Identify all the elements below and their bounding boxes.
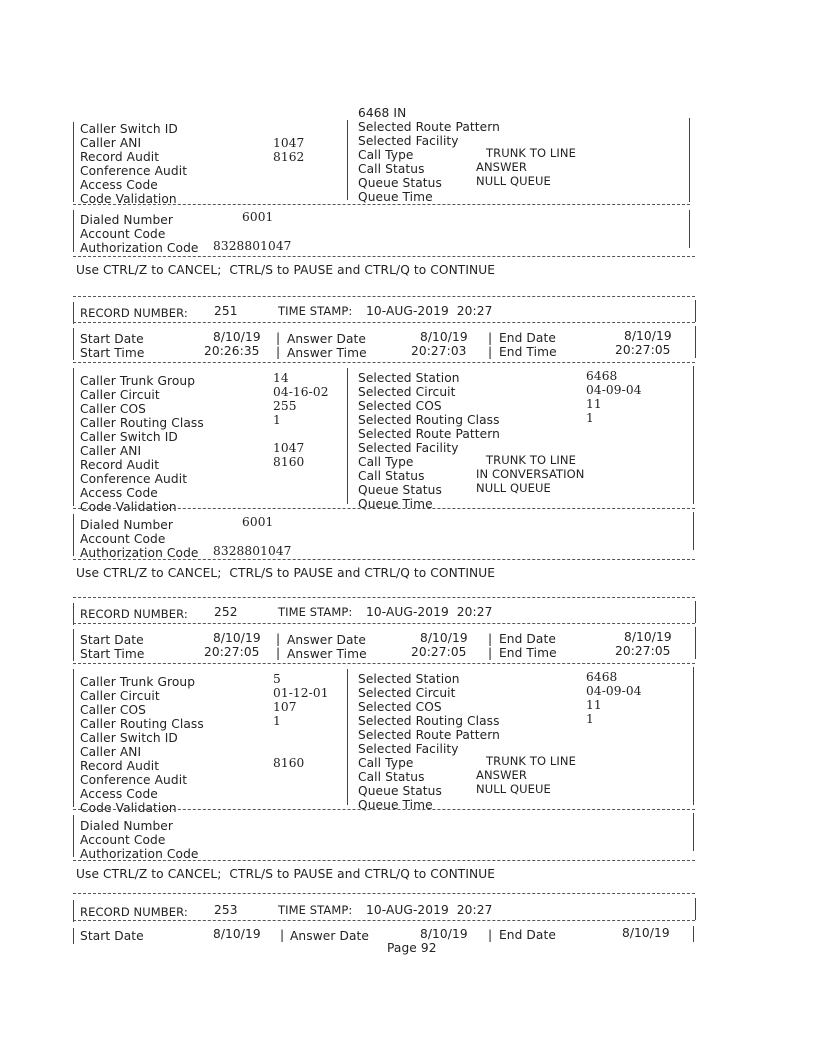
- start-date-value: 8/10/19: [213, 631, 261, 645]
- selected-field-label: Call Type: [358, 455, 414, 469]
- divider: [73, 860, 695, 861]
- left-border: [73, 669, 74, 807]
- left-border: [73, 928, 74, 944]
- caller-field-value: 01-12-01: [273, 686, 329, 700]
- selected-field-value: 1: [586, 712, 594, 726]
- caller-field-label: Caller Routing Class: [80, 717, 204, 731]
- dialed-number-value: 6001: [242, 515, 274, 529]
- caller-field-value: 8160: [273, 455, 305, 469]
- left-border: [73, 815, 74, 857]
- selected-field-label: Call Type: [358, 756, 414, 770]
- divider: [73, 623, 695, 624]
- selected-field-label: Queue Time: [358, 497, 433, 511]
- caller-field-label: Code Validation: [80, 801, 177, 815]
- start-date-label: Start Date: [80, 929, 144, 943]
- right-border: [695, 601, 696, 623]
- left-border: [73, 603, 74, 625]
- answer-date-separator: |: [276, 632, 281, 646]
- authorization-code-label: Authorization Code: [80, 241, 199, 255]
- end-date-separator: |: [488, 331, 493, 345]
- selected-field-label: Selected Route Pattern: [358, 427, 501, 441]
- divider: [73, 322, 695, 323]
- selected-field-label: Selected Routing Class: [358, 413, 500, 427]
- call-type-value: TRUNK TO LINE: [486, 146, 576, 160]
- answer-date-label: Answer Date: [290, 929, 369, 943]
- start-date-label: Start Date: [80, 332, 144, 346]
- answer-date-label: Answer Date: [287, 633, 366, 647]
- cancel-instructions: Use CTRL/Z to CANCEL; CTRL/S to PAUSE and CTRL/Q to CONTINUE: [76, 867, 496, 881]
- left-border: [73, 122, 74, 202]
- selected-field-label: Queue Status: [358, 784, 442, 798]
- divider: [73, 597, 695, 598]
- dialed-number-label: Dialed Number: [80, 213, 173, 227]
- end-time-value: 20:27:05: [615, 343, 671, 357]
- selected-field-value: NULL QUEUE: [476, 481, 551, 495]
- selected-field-value: NULL QUEUE: [476, 782, 551, 796]
- answer-time-label: Answer Time: [287, 346, 367, 360]
- answer-time-separator: |: [276, 345, 281, 359]
- selected-field-label: Selected Route Pattern: [358, 728, 501, 742]
- authorization-code-label: Authorization Code: [80, 847, 199, 861]
- caller-field-value: 5: [273, 672, 281, 686]
- start-time-label: Start Time: [80, 647, 145, 661]
- answer-time-separator: |: [276, 646, 281, 660]
- right-border: [693, 926, 694, 942]
- answer-date-separator: |: [276, 331, 281, 345]
- caller-field-label: Code Validation: [80, 500, 177, 514]
- dialed-number-value: 6001: [242, 210, 274, 224]
- selected-field-label: Selected Station: [358, 371, 460, 385]
- right-border: [693, 813, 694, 851]
- right-border: [693, 366, 694, 504]
- caller-field-label: Conference Audit: [80, 472, 188, 486]
- end-date-value: 8/10/19: [624, 329, 672, 343]
- record-audit-value: 8162: [273, 150, 305, 164]
- right-border: [695, 627, 696, 659]
- divider: [73, 893, 695, 894]
- end-date-label: End Date: [499, 928, 556, 942]
- selected-field-value: TRUNK TO LINE: [486, 754, 576, 768]
- authorization-code-value: 8328801047: [213, 239, 292, 253]
- selected-field-value: IN CONVERSATION: [476, 467, 585, 481]
- selected-field-value: 1: [586, 411, 594, 425]
- caller-field-value: 04-16-02: [273, 385, 329, 399]
- selected-field-value: 6468: [586, 369, 618, 383]
- caller-field-value: 255: [273, 399, 297, 413]
- account-code-label: Account Code: [80, 227, 166, 241]
- answer-time-label: Answer Time: [287, 647, 367, 661]
- account-code-label: Account Code: [80, 833, 166, 847]
- start-time-value: 20:26:35: [204, 344, 260, 358]
- call-status-label: Call Status: [358, 162, 425, 176]
- queue-time-label: Queue Time: [358, 190, 433, 204]
- selected-field-label: Selected Circuit: [358, 686, 456, 700]
- end-date-separator: |: [488, 632, 493, 646]
- right-border: [695, 300, 696, 322]
- answer-time-value: 20:27:05: [411, 645, 467, 659]
- access-code-label: Access Code: [80, 178, 158, 192]
- column-divider: [347, 669, 348, 805]
- caller-field-label: Record Audit: [80, 458, 160, 472]
- answer-date-label: Answer Date: [287, 332, 366, 346]
- caller-field-label: Record Audit: [80, 759, 160, 773]
- caller-field-label: Caller COS: [80, 402, 146, 416]
- end-time-label: End Time: [499, 646, 557, 660]
- selected-field-value: 04-09-04: [586, 383, 642, 397]
- caller-field-value: 14: [273, 371, 289, 385]
- selected-field-label: Selected Facility: [358, 742, 459, 756]
- selected-field-label: Selected COS: [358, 399, 442, 413]
- selected-field-label: Selected Routing Class: [358, 714, 500, 728]
- left-border: [73, 368, 74, 506]
- page-number: Page 92: [387, 941, 437, 955]
- selected-field-value: 6468: [586, 670, 618, 684]
- queue-status-value: NULL QUEUE: [476, 174, 551, 188]
- record-number-label: RECORD NUMBER:: [80, 905, 188, 919]
- selected-facility-label: Selected Facility: [358, 134, 459, 148]
- right-border: [689, 118, 690, 202]
- caller-field-label: Caller Trunk Group: [80, 374, 196, 388]
- left-border: [73, 302, 74, 324]
- timestamp-label: TIME STAMP:: [278, 605, 353, 619]
- record-number-value: 251: [214, 304, 238, 318]
- call-type-label: Call Type: [358, 148, 414, 162]
- divider: [73, 809, 695, 810]
- selected-field-label: Call Status: [358, 469, 425, 483]
- caller-field-label: Access Code: [80, 486, 158, 500]
- selected-field-value: 04-09-04: [586, 684, 642, 698]
- caller-field-label: Caller Circuit: [80, 689, 160, 703]
- selected-field-label: Selected Circuit: [358, 385, 456, 399]
- call-status-value: ANSWER: [476, 160, 527, 174]
- right-border: [693, 667, 694, 805]
- divider: [73, 362, 695, 363]
- left-border: [73, 900, 74, 922]
- answer-date-value: 8/10/19: [420, 927, 468, 941]
- queue-status-label: Queue Status: [358, 176, 442, 190]
- caller-field-label: Caller COS: [80, 703, 146, 717]
- caller-field-label: Caller Trunk Group: [80, 675, 196, 689]
- selected-field-label: Queue Time: [358, 798, 433, 812]
- answer-date-value: 8/10/19: [420, 330, 468, 344]
- caller-field-label: Caller ANI: [80, 444, 142, 458]
- selected-route-pattern-label: Selected Route Pattern: [358, 120, 501, 134]
- caller-field-label: Caller Routing Class: [80, 416, 204, 430]
- divider: [73, 204, 690, 205]
- caller-field-label: Caller Switch ID: [80, 430, 178, 444]
- record-audit-label: Record Audit: [80, 150, 160, 164]
- answer-date-value: 8/10/19: [420, 631, 468, 645]
- selected-field-value: ANSWER: [476, 768, 527, 782]
- caller-field-label: Caller ANI: [80, 745, 142, 759]
- divider: [73, 663, 695, 664]
- caller-field-label: Caller Switch ID: [80, 731, 178, 745]
- start-date-value: 8/10/19: [213, 330, 261, 344]
- selected-field-label: Selected Facility: [358, 441, 459, 455]
- end-date-value: 8/10/19: [624, 630, 672, 644]
- caller-switch-id-label: Caller Switch ID: [80, 122, 178, 136]
- end-date-separator: |: [488, 928, 493, 942]
- left-border: [73, 210, 74, 252]
- selected-field-label: Call Status: [358, 770, 425, 784]
- timestamp-label: TIME STAMP:: [278, 903, 353, 917]
- caller-field-value: 1: [273, 413, 281, 427]
- left-border: [73, 514, 74, 556]
- divider: [73, 256, 695, 257]
- caller-ani-label: Caller ANI: [80, 136, 142, 150]
- caller-ani-value: 1047: [273, 136, 305, 150]
- record-number-label: RECORD NUMBER:: [80, 607, 188, 621]
- authorization-code-label: Authorization Code: [80, 546, 199, 560]
- divider: [73, 296, 695, 297]
- dialed-number-label: Dialed Number: [80, 518, 173, 532]
- timestamp-value: 10-AUG-2019 20:27: [366, 605, 493, 619]
- start-time-label: Start Time: [80, 346, 145, 360]
- start-date-label: Start Date: [80, 633, 144, 647]
- right-border: [695, 326, 696, 358]
- column-divider: [347, 368, 348, 504]
- end-time-separator: |: [488, 345, 493, 359]
- cancel-instructions: Use CTRL/Z to CANCEL; CTRL/S to PAUSE and CTRL/Q to CONTINUE: [76, 263, 496, 277]
- divider: [73, 920, 695, 921]
- selected-field-value: TRUNK TO LINE: [486, 453, 576, 467]
- end-time-label: End Time: [499, 345, 557, 359]
- caller-field-value: 1: [273, 714, 281, 728]
- cancel-instructions: Use CTRL/Z to CANCEL; CTRL/S to PAUSE and CTRL/Q to CONTINUE: [76, 566, 496, 580]
- timestamp-label: TIME STAMP:: [278, 304, 353, 318]
- caller-field-label: Conference Audit: [80, 773, 188, 787]
- right-border: [693, 512, 694, 550]
- record-number-label: RECORD NUMBER:: [80, 306, 188, 320]
- caller-field-value: 1047: [273, 441, 305, 455]
- end-time-separator: |: [488, 646, 493, 660]
- end-time-value: 20:27:05: [615, 644, 671, 658]
- right-border: [689, 210, 690, 248]
- end-date-label: End Date: [499, 331, 556, 345]
- selected-field-value: 11: [586, 698, 602, 712]
- right-border: [695, 898, 696, 920]
- caller-field-value: 107: [273, 700, 297, 714]
- start-time-value: 20:27:05: [204, 645, 260, 659]
- conference-audit-label: Conference Audit: [80, 164, 188, 178]
- left-border: [73, 328, 74, 360]
- record-number-value: 253: [214, 903, 238, 917]
- start-date-value: 8/10/19: [213, 927, 261, 941]
- answer-time-value: 20:27:03: [411, 344, 467, 358]
- caller-field-label: Caller Circuit: [80, 388, 160, 402]
- timestamp-value: 10-AUG-2019 20:27: [366, 903, 493, 917]
- dialed-number-label: Dialed Number: [80, 819, 173, 833]
- column-divider: [347, 120, 348, 200]
- caller-field-value: 8160: [273, 756, 305, 770]
- station-in-value: 6468 IN: [358, 106, 407, 120]
- selected-field-label: Queue Status: [358, 483, 442, 497]
- selected-field-label: Selected Station: [358, 672, 460, 686]
- code-validation-label: Code Validation: [80, 192, 177, 206]
- end-date-value: 8/10/19: [622, 926, 670, 940]
- answer-date-separator: |: [280, 928, 285, 942]
- record-number-value: 252: [214, 605, 238, 619]
- caller-field-label: Access Code: [80, 787, 158, 801]
- divider: [73, 559, 695, 560]
- left-border: [73, 629, 74, 661]
- divider: [73, 508, 695, 509]
- account-code-label: Account Code: [80, 532, 166, 546]
- selected-field-value: 11: [586, 397, 602, 411]
- timestamp-value: 10-AUG-2019 20:27: [366, 304, 493, 318]
- selected-field-label: Selected COS: [358, 700, 442, 714]
- authorization-code-value: 8328801047: [213, 544, 292, 558]
- end-date-label: End Date: [499, 632, 556, 646]
